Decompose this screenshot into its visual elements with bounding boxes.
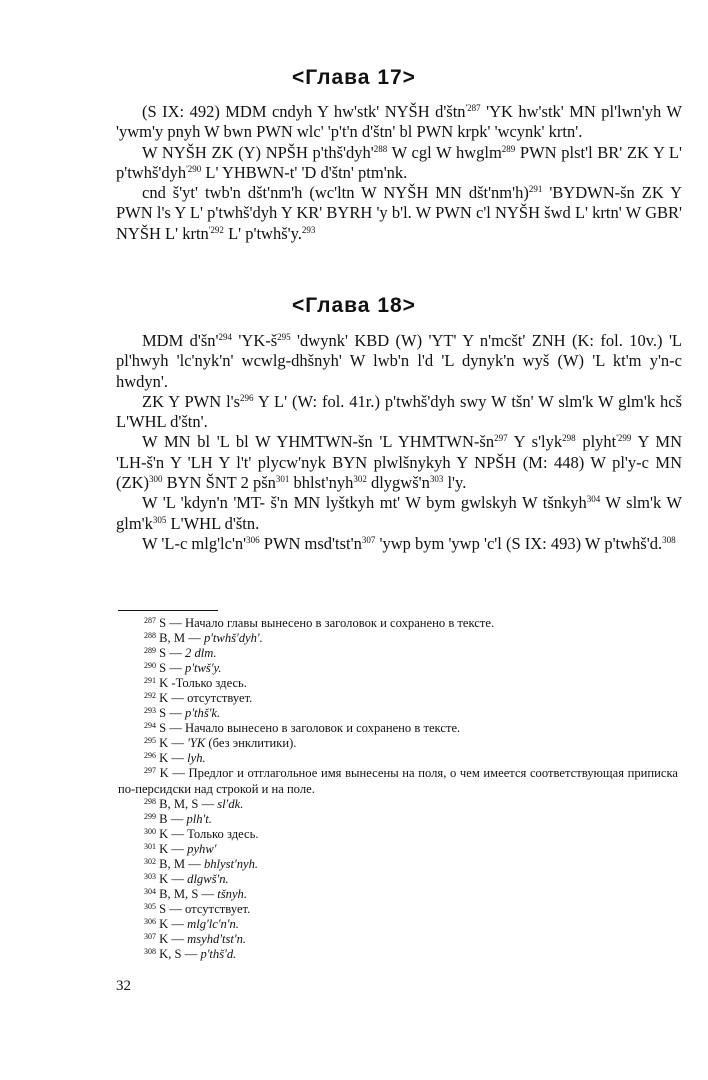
footnote-ref: 298	[562, 433, 576, 444]
footnote-ref: 298	[144, 796, 156, 806]
footnote-ref: 299	[144, 811, 156, 821]
footnote-ref: 296	[144, 751, 156, 761]
footnote-ref: 294	[144, 721, 156, 731]
footnote: $^{301}$ K — pyhw'	[144, 841, 217, 856]
paragraph: ZK Y PWN $l's^{296}$ Y L' (W: fol. 41r.) p'twhš'dyh swy W tšn' W slm'k W glm'k hcš L'WHL d'štn'.	[116, 391, 682, 432]
footnote-ref: 297	[144, 766, 156, 776]
chapter-17-text	[116, 102, 682, 244]
paragraph: cnd š'yt' twb'n dšt'nm'h (wc'ltn W NYŠH MN dšt'nm'h)$^{291}$ 'BYDWN-šn ZK Y PWN l's Y L' p'twhš'dyh Y KR' BYRH 'y b'l. W PWN c'l NYŠH šwd L' krtn' W GBR' NYŠH L' krtn$^{'292}$ L' p'twhš'y.$^{293}$	[116, 183, 682, 243]
footnote-ref: 289	[144, 646, 156, 656]
page-number: 32	[116, 978, 131, 994]
footnote: $^{293}$ S — p'thš'k.	[144, 706, 221, 721]
footnote-ref: '292	[208, 224, 224, 235]
footnote-ref: 303	[429, 474, 444, 485]
footnote-ref: 295	[144, 736, 156, 746]
footnote: $^{300}$ K — Только здесь.	[144, 826, 259, 841]
footnote-ref: 288	[144, 631, 156, 641]
footnote: $^{288}$ B, M — p'twhš'dyh'.	[144, 631, 263, 646]
paragraph: W 'L 'kdyn'n 'MT- š'n MN lyštkyh mt' W bym gwlskyh W tšnkyh$^{304}$ W slm'k W $glm'k^{305}$ L'WHL d'štn.	[116, 493, 682, 533]
footnote: $^{295}$ K — 'YK (без энклитики).	[144, 736, 297, 751]
footnote-ref: 289	[501, 143, 516, 154]
paragraph: W 'L-c $mlg'lc'n'^{306}$ PWN $msd'tst'n^{307}$ 'ywp bym 'ywp 'c'l (S IX: 493) W p'twhš'd.$^{308}$	[142, 533, 676, 553]
footnote-ref: 305	[144, 901, 156, 911]
footnote: $^{308}$ K, S — p'thš'd.	[144, 947, 237, 962]
footnote-ref: '287	[465, 103, 481, 113]
footnote-ref: 304	[144, 886, 156, 896]
footnote: $^{303}$ K — dlgwš'n.	[144, 871, 229, 886]
footnotes	[118, 616, 678, 962]
footnote-ref: 295	[277, 332, 291, 342]
chapter-18-heading: <Глава 18>	[292, 294, 416, 317]
footnote-ref: 290	[144, 661, 156, 671]
footnote-ref: 293	[144, 706, 156, 716]
footnote: $^{291}$ K -Только здесь.	[144, 676, 247, 691]
footnote: $^{296}$ K — lyh.	[144, 751, 206, 766]
footnote-ref: 292	[144, 691, 156, 701]
footnote: $^{299}$ B — plh't.	[144, 811, 212, 826]
footnote-ref: 300	[148, 474, 163, 485]
footnote-ref: 303	[144, 871, 156, 881]
paragraph: (S IX: 492) MDM cndyh Y hw'stk' NYŠH d'štn$^{'287}$ 'YK hw'stk' MN pl'lwn'yh W 'ywm'y pnyh W bwn PWN wlc' 'p't'n d'štn' bl PWN krpk' 'wcynk' krtn'.	[116, 102, 682, 142]
footnote-ref: 294	[218, 332, 233, 342]
paragraph: MDM $d'šn'^{294}$ '$YK-š^{295}$ 'dwynk' KBD (W) 'YT' Y n'mcšt' ZNH (K: fol. 10v.) 'L pl'hwyh 'lc'nyk'n' wcwlg-dhšnyh' W lwb'n l'd 'L dynyk'n wyš (W) 'L kt'm y'n-c hwdyn'.	[116, 331, 682, 391]
footnote: $^{307}$ K — msyhd'tst'n.	[144, 931, 247, 946]
footnote: $^{290}$ S — p'twš'y.	[144, 661, 222, 676]
footnote: $^{306}$ K — mlg'lc'n'n.	[144, 916, 239, 931]
footnote-ref: 306	[246, 534, 260, 545]
footnote-ref: 307	[361, 534, 376, 545]
paragraph: W MN bl 'L bl W YHMTWN-šn 'L YHMTWN-$šn^{297}$ Y s'lyk$^{298}$ plyht$^{'299}$ Y MN 'LH-š'n Y 'LH Y l't' plycw'nyk BYN plwlšnykyh Y NPŠH (M: 448) W pl'y-c MN (ZK)$^{300}$ BYN ŠNT 2 pšn$^{301}$ bhlst'nyh$^{302}$ $dlygwš'n^{303}$ l'y.	[116, 432, 683, 493]
footnote: $^{287}$ S — Начало главы вынесено в заголовок и сохранено в тексте.	[144, 616, 495, 630]
footnote-ref: 308	[144, 947, 156, 957]
footnote-ref: '299	[616, 433, 632, 444]
footnote: $^{297}$ K — Предлог и отглагольное имя вынесены на поля, о чем имеется соответствующая приписка по-персидски над строкой и на поле.	[118, 766, 678, 796]
chapter-17-heading: <Глава 17>	[292, 66, 416, 89]
footnote-ref: 287	[144, 616, 156, 625]
footnote: $^{298}$ B, M, S — sl'dk.	[144, 796, 244, 811]
footnote-ref: 291	[144, 676, 156, 686]
paragraph: W NYŠH ZK (Y) NPŠH $p'thš'dyh'^{288}$ W cgl W hwglm$^{289}$ PWN plst'l BR' ZK Y L' p'twhš'dyh$^{'290}$ L' YHBWN-t' 'D d'štn' ptm'nk.	[116, 142, 682, 182]
footnote: $^{304}$ B, M, S — tšnyh.	[144, 886, 247, 901]
footnote: $^{305}$ S — отсутствует.	[144, 901, 251, 916]
footnote-ref: 306	[144, 916, 156, 926]
footnote-ref: 291	[528, 184, 543, 195]
footnote-ref: 296	[240, 392, 254, 403]
footnote: $^{292}$ K — отсутствует.	[144, 691, 253, 706]
footnote-ref: '290	[186, 163, 202, 174]
footnote-ref: 297	[494, 433, 508, 444]
footnote-ref: 288	[373, 143, 388, 154]
footnote-separator	[118, 610, 218, 611]
footnote-ref: 301	[144, 841, 156, 851]
footnote: $^{289}$ S — 2 dlm.	[144, 646, 217, 661]
footnote-ref: 301	[275, 474, 290, 485]
chapter-18-text	[116, 331, 682, 554]
footnote: $^{302}$ B, M — bhlyst'nyh.	[144, 856, 259, 871]
footnote-ref: 305	[152, 514, 167, 525]
footnote-ref: 300	[144, 826, 156, 836]
footnote-ref: 307	[144, 931, 156, 941]
footnote-ref: 302	[353, 474, 367, 485]
footnote-ref: 308	[662, 534, 676, 545]
footnote-ref: 293	[301, 224, 316, 235]
footnote: $^{294}$ S — Начало вынесено в заголовок и сохранено в тексте.	[144, 721, 461, 736]
footnote-ref: 304	[586, 494, 601, 505]
footnote-ref: 302	[144, 856, 156, 866]
